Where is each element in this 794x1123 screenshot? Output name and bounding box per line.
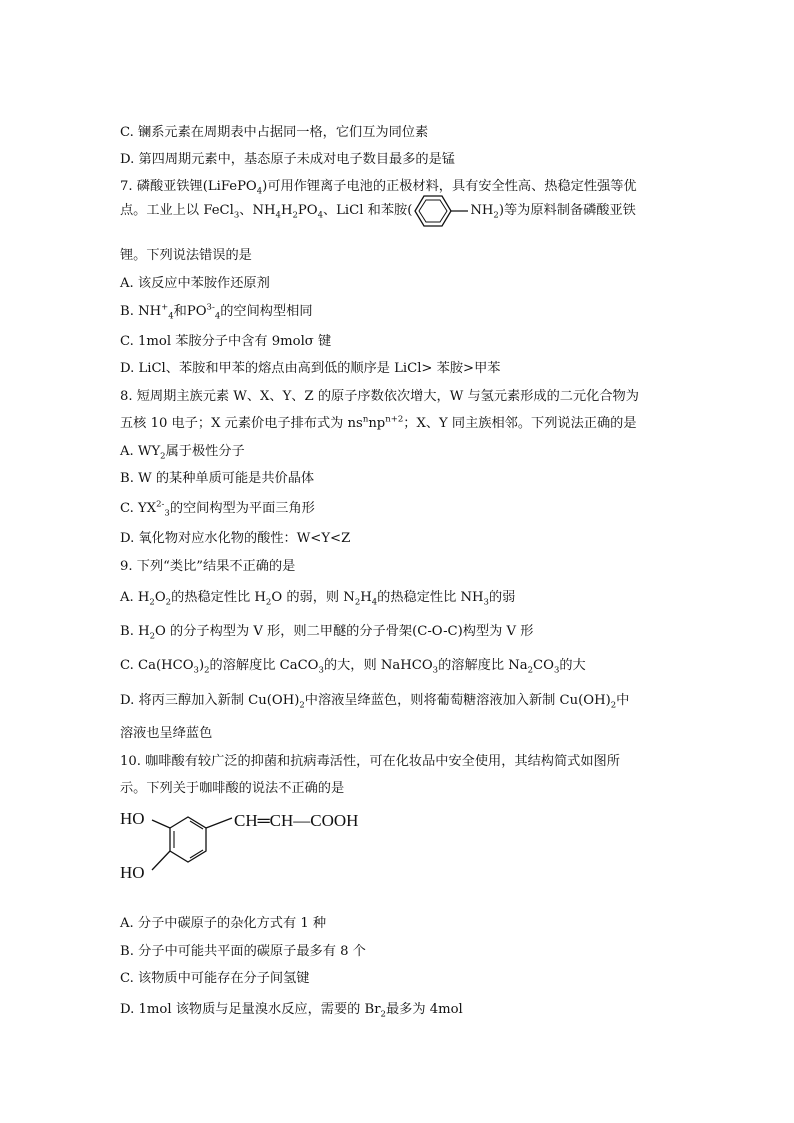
side-chain-label: CH═CH—COOH: [234, 811, 359, 830]
q10-stem-line2: 示。下列关于咖啡酸的说法不正确的是: [120, 781, 345, 796]
caffeic-acid-structure: [120, 806, 400, 898]
q10-option-d: D. 1mol 该物质与足量溴水反应，需要的 $Br_2$最多为 4mol: [120, 1002, 463, 1020]
benzene-ring-icon: [170, 817, 206, 862]
q8-stem-line1: 8. 短周期主族元素 W、X、Y、Z 的原子序数依次增大，W 与氢元素形成的二元化合物为: [120, 389, 639, 404]
q9-option-d-line1: D. 将丙三醇加入新制 $Cu(OH)_2$中溶液呈绛蓝色，则将葡萄糖溶液加入新制 $Cu(OH)_2$中: [120, 693, 630, 711]
q9-option-c: C. $Ca(HCO_3)_2$的溶解度比 CaCO$_3$的大，则 NaHCO$_3$的溶解度比 $Na_2CO_3$的大: [120, 658, 586, 676]
q7-stem-line2: 点。工业上以 FeCl$_3$、$NH_4H_2PO_4$、LiCl 和苯胺( $NH_2$)等为原料制备磷酸亚铁: [120, 204, 636, 217]
q8-stem-line2: 五核 10 电子；X 元素价电子排布式为 $ns^nnp^{n+2}$；X、Y 同主族相邻。下列说法正确的是: [120, 414, 637, 431]
q10-option-c: C. 该物质中可能存在分子间氢键: [120, 971, 310, 986]
q7-stem-line1: 7. 磷酸亚铁锂(LiFePO$_4$)可用作锂离子电池的正极材料，具有安全性高、热稳定性强等优: [120, 179, 637, 197]
q7-option-c: C. 1mol 苯胺分子中含有 9molσ 键: [120, 334, 332, 349]
q10-option-b: B. 分子中可能共平面的碳原子最多有 8 个: [120, 944, 366, 959]
q7-stem-line3: 锂。下列说法错误的是: [120, 248, 252, 263]
q10-stem-line1: 10. 咖啡酸有较广泛的抑菌和抗病毒活性，可在化妆品中安全使用，其结构简式如图所: [120, 754, 620, 769]
q7-option-d: D. LiCl、苯胺和甲苯的熔点由高到低的顺序是 LiCl> 苯胺>甲苯: [120, 361, 501, 376]
q7-option-a: A. 该反应中苯胺作还原剂: [120, 276, 270, 291]
q9-option-b: B. $H_2O$ 的分子构型为 V 形，则二甲醚的分子骨架(C-O-C)构型为 V 形: [120, 624, 534, 642]
q6-option-c: C. 镧系元素在周期表中占据同一格，它们互为同位素: [120, 125, 429, 140]
q8-option-c: C. $YX^{2-}_3$的空间构型为平面三角形: [120, 499, 315, 519]
q6-option-d: D. 第四周期元素中，基态原子未成对电子数目最多的是锰: [120, 152, 455, 167]
q8-option-d: D. 氧化物对应水化物的酸性：W<Y<Z: [120, 531, 351, 546]
q9-option-a: A. $H_2O_2$的热稳定性比 $H_2O$ 的弱，则 $N_2H_4$的热稳定性比 $NH_3$的弱: [120, 590, 516, 608]
q9-stem: 9. 下列“类比”结果不正确的是: [120, 559, 296, 574]
q9-option-d-line2: 溶液也呈绛蓝色: [120, 726, 213, 741]
hydroxyl-bottom-label: HO: [120, 863, 145, 882]
benzene-ring-icon: [412, 193, 470, 229]
q8-option-a: A. $WY_2$属于极性分子: [120, 444, 245, 462]
q7-option-b: B. $NH^+_4$和$PO^{3-}_4$的空间构型相同: [120, 302, 313, 322]
hydroxyl-top-label: HO: [120, 809, 145, 828]
q8-option-b: B. W 的某种单质可能是共价晶体: [120, 471, 315, 486]
q10-option-a: A. 分子中碳原子的杂化方式有 1 种: [120, 916, 327, 931]
